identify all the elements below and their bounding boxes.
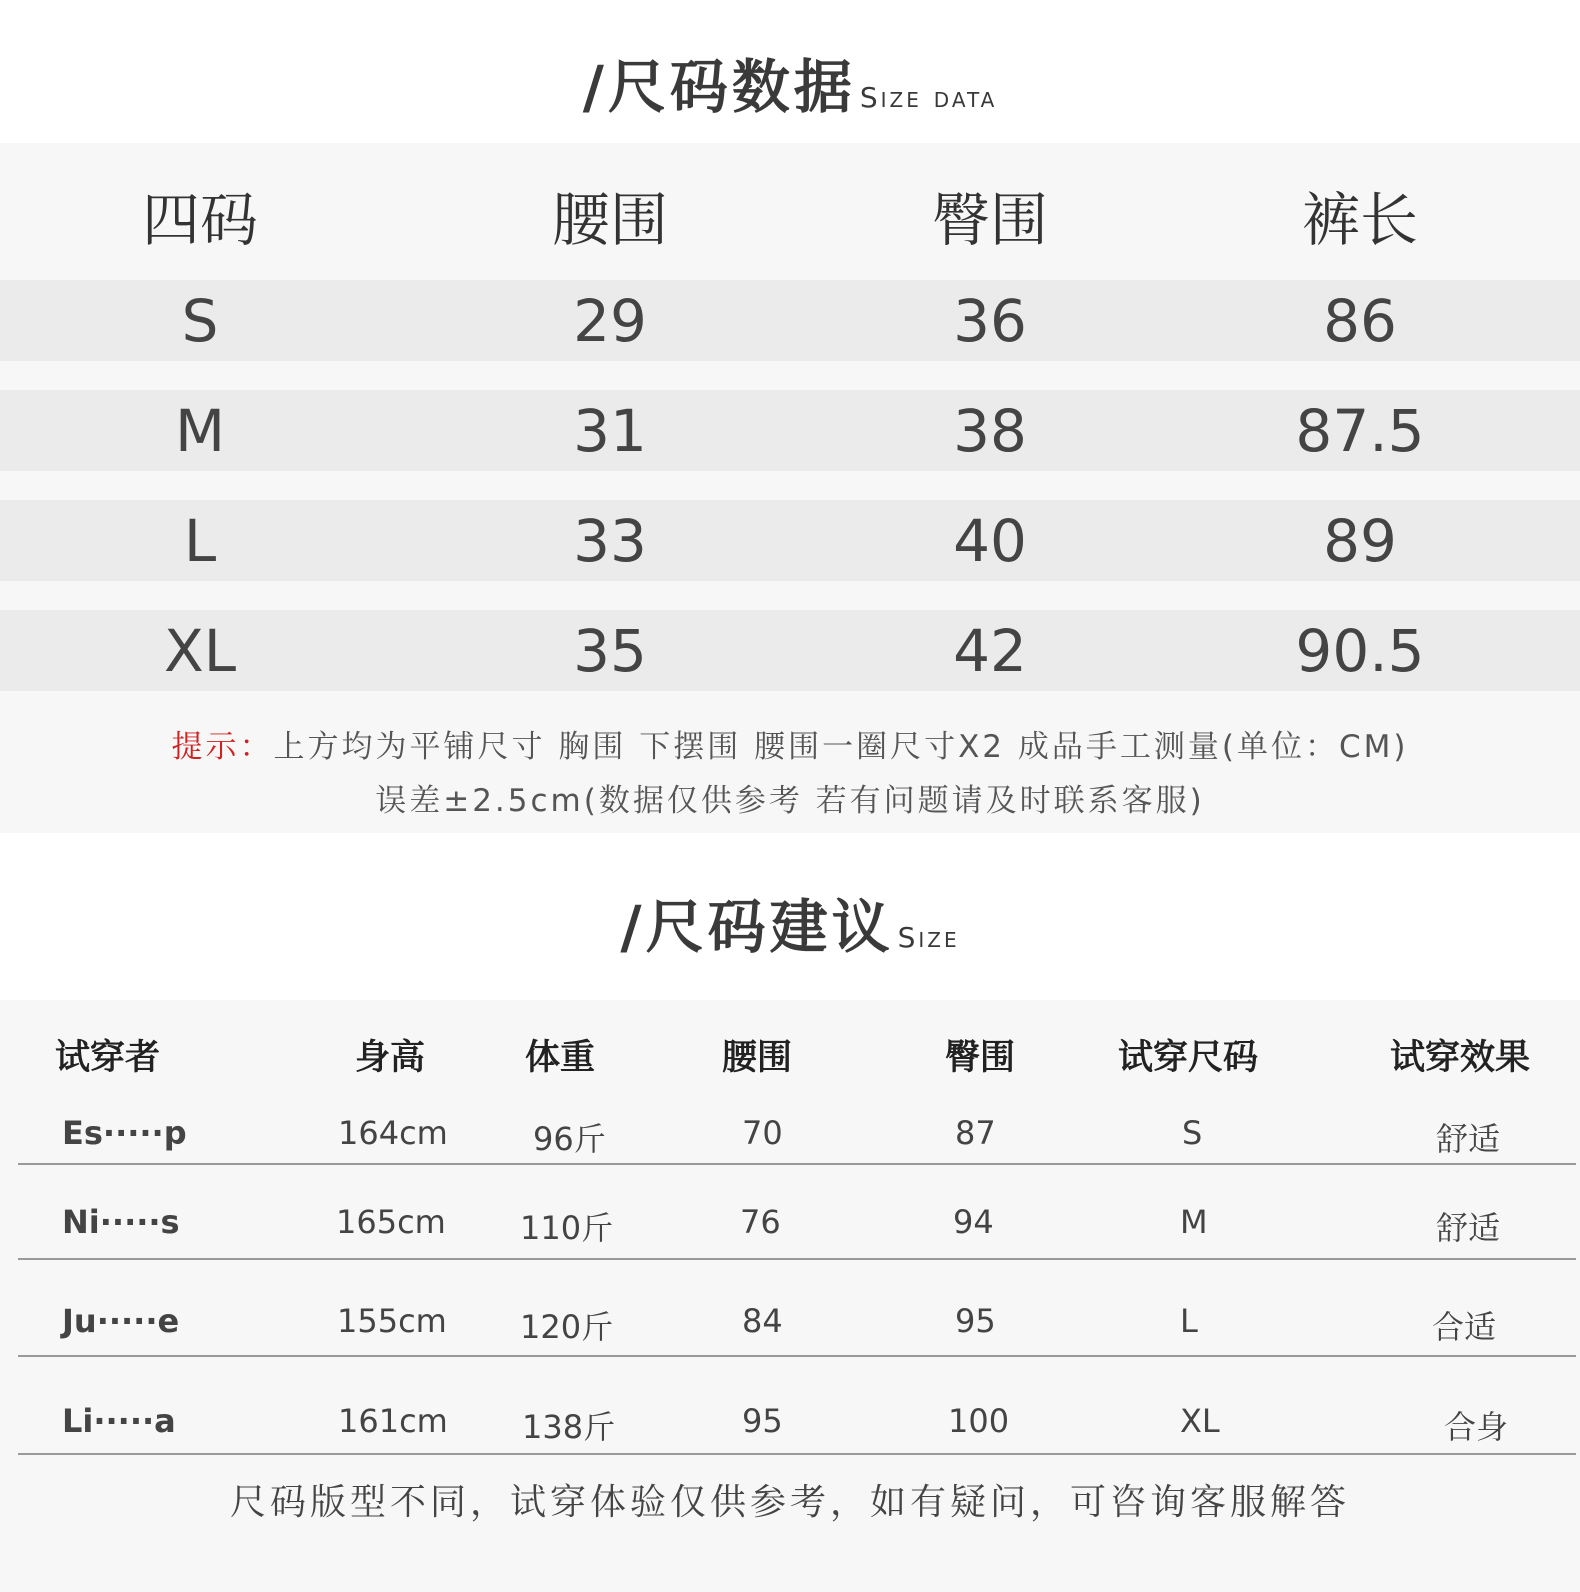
size-rec-title-cn: /尺码建议 [620, 893, 894, 961]
tester-size: M [1180, 1203, 1208, 1241]
tester-fit: 合身 [1444, 1408, 1509, 1446]
tester-fit: 舒适 [1436, 1120, 1501, 1158]
size-rec-title [0, 880, 1580, 964]
size-row-s [0, 280, 1580, 361]
tester-weight: 138斤 [522, 1408, 616, 1446]
measurement-note [0, 721, 1580, 766]
waist-value: 33 [573, 507, 647, 575]
tester-hip: 100 [948, 1402, 1010, 1440]
tester-height: 165cm [336, 1203, 446, 1241]
tester-name: Ni·····s [62, 1203, 180, 1241]
waist-value: 31 [573, 397, 647, 465]
tester-fit: 舒适 [1436, 1209, 1501, 1247]
header-fit-size: 试穿尺码 [1118, 1038, 1259, 1078]
header-hip: 臀围 [931, 186, 1048, 254]
size-data-header-row [0, 143, 1580, 283]
size-code: M [174, 397, 226, 465]
size-row-m [0, 390, 1580, 471]
size-row-xl [0, 610, 1580, 691]
tester-size: S [1182, 1114, 1203, 1152]
note-label: 提示： [171, 729, 274, 765]
tester-weight: 96斤 [533, 1120, 606, 1158]
table-row [0, 1262, 1580, 1357]
header-tester: 试穿者 [55, 1038, 161, 1078]
table-row [0, 1360, 1580, 1455]
header-pants-length: 裤长 [1301, 186, 1418, 254]
tester-name: Li·····a [62, 1402, 176, 1440]
tester-size: L [1180, 1302, 1198, 1340]
hip-value: 36 [953, 287, 1027, 355]
size-data-title [0, 40, 1580, 124]
row-divider [18, 1453, 1576, 1455]
header-size-code: 四码 [141, 186, 258, 254]
tester-name: Es·····p [62, 1114, 187, 1152]
row-divider [18, 1258, 1576, 1260]
tester-weight: 120斤 [520, 1308, 614, 1346]
length-value: 86 [1323, 287, 1397, 355]
size-row-l [0, 500, 1580, 581]
size-code: XL [163, 617, 237, 685]
note-line1: 上方均为平铺尺寸 胸围 下摆围 腰围一圈尺寸X2 成品手工测量(单位：CM) [273, 729, 1409, 765]
header-waist: 腰围 [551, 186, 668, 254]
size-data-title-cn: /尺码数据 [582, 53, 856, 121]
tester-size: XL [1180, 1402, 1220, 1440]
length-value: 89 [1323, 507, 1397, 575]
tester-waist: 95 [742, 1402, 783, 1440]
tester-fit: 合适 [1432, 1308, 1497, 1346]
length-value: 90.5 [1295, 617, 1425, 685]
header-height: 身高 [355, 1038, 426, 1078]
tester-height: 161cm [338, 1402, 448, 1440]
tester-waist: 70 [742, 1114, 783, 1152]
header-hip: 臀围 [945, 1038, 1016, 1078]
hip-value: 40 [953, 507, 1027, 575]
tester-height: 164cm [338, 1114, 448, 1152]
tester-height: 155cm [337, 1302, 447, 1340]
header-waist: 腰围 [722, 1038, 793, 1078]
tester-hip: 95 [955, 1302, 996, 1340]
tester-name: Ju·····e [62, 1302, 180, 1340]
size-data-title-en: Size data [859, 81, 998, 114]
header-weight: 体重 [525, 1038, 596, 1078]
disclaimer-footer: 尺码版型不同，试穿体验仅供参考，如有疑问，可咨询客服解答 [229, 1482, 1350, 1523]
hip-value: 42 [953, 617, 1027, 685]
size-code: S [181, 287, 219, 355]
row-divider [18, 1355, 1576, 1357]
table-row [0, 1165, 1580, 1260]
size-data-table [0, 143, 1580, 833]
waist-value: 29 [573, 287, 647, 355]
table-row [0, 1070, 1580, 1165]
length-value: 87.5 [1295, 397, 1425, 465]
waist-value: 35 [573, 617, 647, 685]
tester-hip: 94 [953, 1203, 994, 1241]
tester-waist: 84 [742, 1302, 783, 1340]
size-rec-title-en: Size [897, 921, 960, 954]
size-code: L [183, 507, 217, 575]
tester-weight: 110斤 [520, 1209, 614, 1247]
tester-hip: 87 [955, 1114, 996, 1152]
header-fit-effect: 试穿效果 [1390, 1038, 1531, 1078]
tester-waist: 76 [740, 1203, 781, 1241]
hip-value: 38 [953, 397, 1027, 465]
tolerance-note: 误差±2.5cm(数据仅供参考 若有问题请及时联系客服) [375, 783, 1205, 819]
